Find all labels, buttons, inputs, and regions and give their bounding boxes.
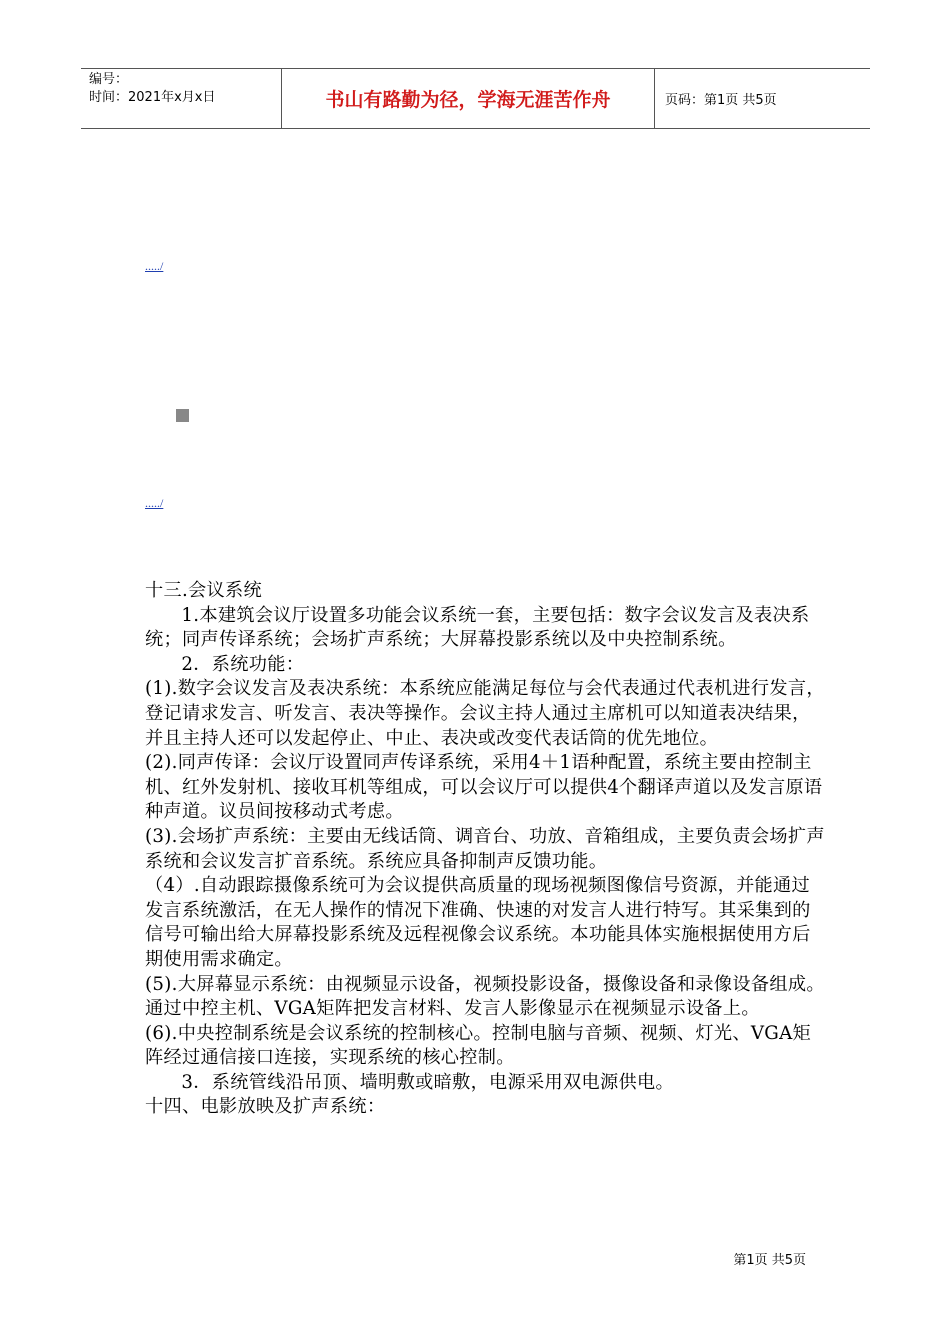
link-1[interactable]: ...../ [145,259,164,273]
number-label: 编号： [89,72,129,87]
paragraph: (3).会场扩声系统：主要由无线话筒、调音台、功放、音箱组成，主要负责会场扩声系统和会议发言扩音系统。系统应具备抑制声反馈功能。 [145,825,825,872]
page-footer: 第1页 共5页 [733,1253,806,1268]
date-line: 时间：2021年x月x日 [89,90,216,105]
broken-image-icon [176,409,189,422]
header-meta [81,69,282,128]
paragraph: 十四、电影放映及扩声系统： [145,1096,386,1118]
paragraph: (1).数字会议发言及表决系统：本系统应能满足每位与会代表通过代表机进行发言，登记请求发言、听发言、表决等操作。会议主持人通过主席机可以知道表决结果，并且主持人还可以发起停止、中止、表决或改变代表话筒的优先地位。 [145,678,825,749]
paragraph: （4）.自动跟踪摄像系统可为会议提供高质量的现场视频图像信号资源，并能通过发言系统激活，在无人操作的情况下准确、快速的对发言人进行特写。其采集到的信号可输出给大屏幕投影系统及远程视像会议系统。本功能具体实施根据使用方后期使用需求确定。 [145,875,811,970]
paragraph: 3．系统管线沿吊顶、墙明敷或暗敷，电源采用双电源供电。 [181,1071,674,1093]
paragraph: 1.本建筑会议厅设置多功能会议系统一套，主要包括：数字会议发言及表决系统；同声传译系统；会场扩声系统；大屏幕投影系统以及中央控制系统。 [145,604,810,651]
page-header [81,68,870,129]
paragraph: 十三.会议系统 [145,580,263,601]
paragraph: (5).大屏幕显示系统：由视频显示设备，视频投影设备，摄像设备和录像设备组成。通过中控主机、VGA矩阵把发言材料、发言人影像显示在视频显示设备上。 [145,973,825,1020]
link-2[interactable]: ...../ [145,496,164,510]
paragraph: (6).中央控制系统是会议系统的控制核心。控制电脑与音频、视频、灯光、VGA矩阵经过通信接口连接，实现系统的核心控制。 [145,1022,812,1069]
document-body [145,579,825,1120]
paragraph: (2).同声传译：会议厅设置同声传译系统，采用4＋1语种配置，系统主要由控制主机、红外发射机、接收耳机等组成，可以会议厅可以提供4个翻译声道以及发言原语种声道。议员间按移动式考虑。 [145,752,823,823]
header-motto: 书山有路勤为径，学海无涯苦作舟 [282,69,655,128]
paragraph: 2．系统功能： [181,653,305,675]
header-page-info: 页码：第1页 共5页 [665,93,777,108]
